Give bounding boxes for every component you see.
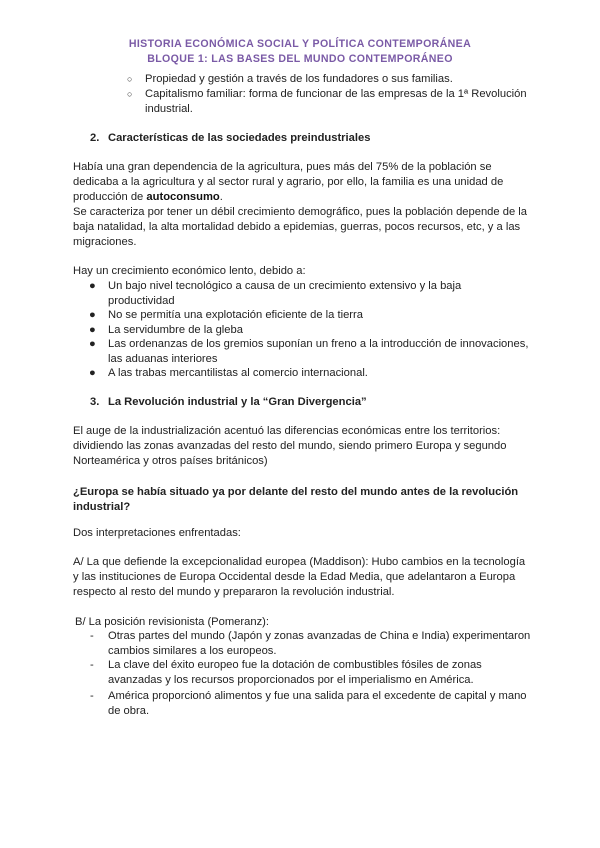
list-item [127,87,547,117]
paragraph: Dos interpretaciones enfrentadas: [73,527,241,539]
paragraph: El auge de la industrialización acentuó las diferencias económicas entre los territorios: dividiendo las zonas avanzadas del resto del mundo, siendo primero Europa y segundo Norteamérica y otros países británicos) [73,425,507,467]
list-item [89,279,529,309]
question-heading: ¿Europa se había situado ya por delante del resto del mundo antes de la revolución industrial? [73,486,519,513]
dash-bullet-icon: - [90,659,94,671]
list-item-text: Un bajo nivel tecnológico a causa de un crecimiento extensivo y la baja productividad [108,280,462,307]
dash-bullet-icon: - [90,630,94,642]
document-header-subtitle: BLOQUE 1: LAS BASES DEL MUNDO CONTEMPORÁNEO [147,53,453,65]
section-title: La Revolución industrial y la “Gran Divergencia” [108,396,367,408]
circle-bullet-icon: ○ [127,89,133,99]
paragraph: Hay un crecimiento económico lento, debido a: [73,265,306,277]
paragraph: B/ La posición revisionista (Pomeranz): [75,616,270,628]
circle-bullet-icon: ○ [127,74,133,84]
section-3-heading [90,395,530,410]
list-item [90,689,535,719]
paragraph-text: Se caracteriza por tener un débil crecimiento demográfico, pues la población depende de la baja natalidad, la alta mortalidad debido a epidemias, guerras, pocos recursos, etc, y a las migraciones. [73,206,527,248]
list-item-text: Otras partes del mundo (Japón y zonas avanzadas de China e India) experimentaron cambios similares a los europeos. [108,630,531,657]
list-item [90,658,535,688]
bullet-icon: ● [89,338,96,350]
bullet-icon: ● [89,280,96,292]
bullet-icon: ● [89,367,96,379]
list-item-text: La servidumbre de la gleba [108,324,243,336]
paragraph [73,160,533,250]
list-item [90,629,535,659]
bullet-icon: ● [89,309,96,321]
section-2-heading [90,131,530,146]
bold-term: autoconsumo [146,191,220,203]
list-item-text: Propiedad y gestión a través de los fundadores o sus familias. [145,73,453,85]
document-header-title: HISTORIA ECONÓMICA SOCIAL Y POLÍTICA CONTEMPORÁNEA [128,38,472,50]
paragraph: A/ La que defiende la excepcionalidad europea (Maddison): Hubo cambios en la tecnología y las instituciones de Europa Occidental desde la Edad Media, que adelantaron a Europa respecto al resto del mundo y prepararon la revolución industrial. [73,556,526,598]
paragraph-text: . [219,191,223,203]
section-number: 2. [90,132,100,144]
list-item-text: América proporcionó alimentos y fue una salida para el excedente de capital y mano de obra. [108,690,527,717]
section-title: Características de las sociedades preindustriales [108,132,371,144]
list-item-text: Capitalismo familiar: forma de funcionar de las empresas de la 1ª Revolución industrial. [145,88,527,115]
paragraph-text: Había una gran dependencia de la agricultura, pues más del 75% de la población se dedicaba a la agricultura y al sector rural y agrario, por ello, la familia es una unidad de producción de [73,161,504,203]
list-item [89,337,529,367]
list-item-text: La clave del éxito europeo fue la dotación de combustibles fósiles de zonas avanzadas y los recursos proporcionados por el imperialismo en América. [108,659,482,686]
list-item [89,323,529,338]
list-item-text: Las ordenanzas de los gremios suponían un freno a la introducción de innovaciones, las aduanas interiores [108,338,529,365]
list-item [89,308,529,323]
bullet-icon: ● [89,324,96,336]
dash-bullet-icon: - [90,690,94,702]
list-item-text: No se permitía una explotación eficiente de la tierra [108,309,363,321]
list-item [89,366,529,381]
list-item [127,72,547,87]
section-number: 3. [90,396,100,408]
list-item-text: A las trabas mercantilistas al comercio internacional. [108,367,368,379]
